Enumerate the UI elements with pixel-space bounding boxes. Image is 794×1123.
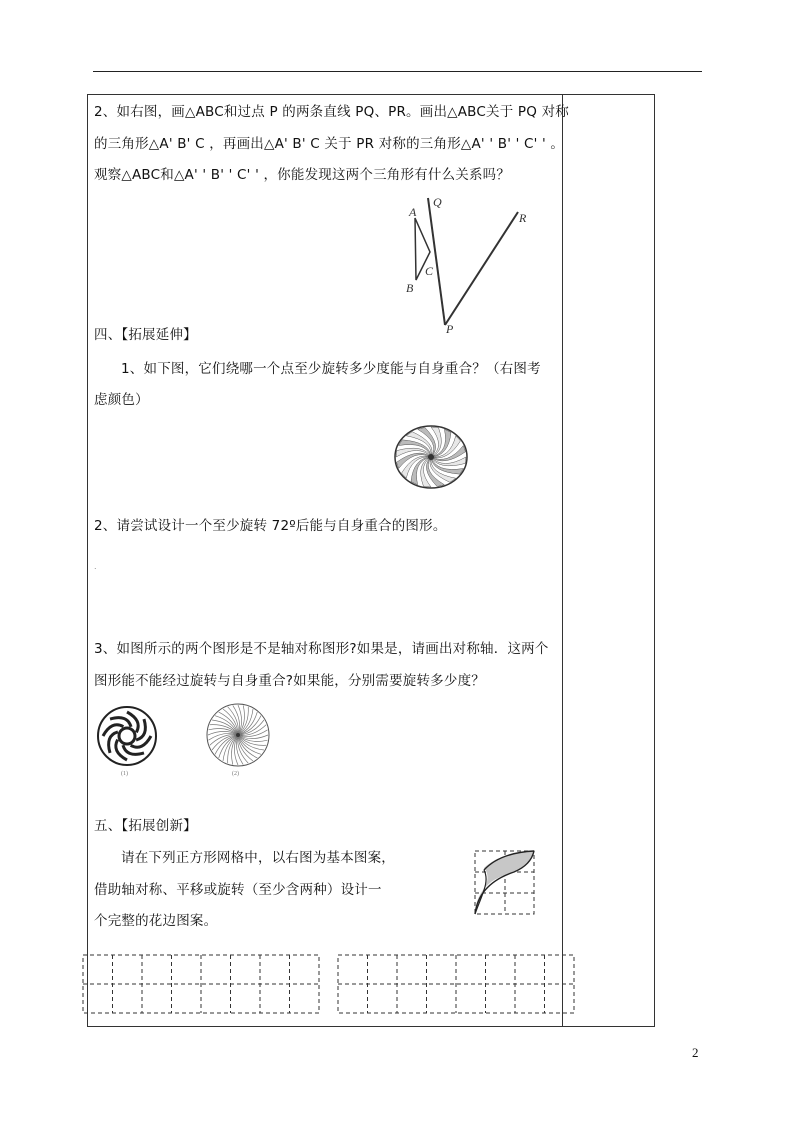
figure-2-caption: (2) — [232, 771, 239, 777]
question-4-3-line-2: 图形能不能经过旋转与自身重合?如果能，分别需要旋转多少度？ — [94, 673, 485, 689]
section-5-heading: 五、【拓展创新】 — [94, 818, 197, 834]
page-number: 2 — [692, 1045, 699, 1060]
drawing-grid-right — [337, 954, 577, 1016]
question-4-1-line-2: 虑颜色） — [94, 392, 149, 408]
header-rule — [93, 71, 702, 72]
label-q: Q — [433, 195, 442, 209]
line-pr — [445, 212, 518, 325]
answer-area-mark: . — [94, 562, 97, 571]
section-5-line-2: 借助轴对称、平移或旋转（至少含两种）设计一 — [94, 882, 382, 898]
label-a: A — [409, 205, 417, 219]
drawing-grid-left — [82, 954, 322, 1016]
question-2-line-1: 2、如右图，画△ABC和过点 P 的两条直线 PQ、PR。画出△ABC关于 PQ 对称 — [94, 104, 569, 120]
question-2-line-2: 的三角形△A' B' C ，再画出△A' B' C 关于 PR 对称的三角形△A' ' B' ' C' ' 。 — [94, 136, 565, 152]
label-r: R — [519, 211, 527, 225]
table-column-divider — [562, 94, 563, 1027]
question-4-2: 2、请尝试设计一个至少旋转 72º后能与自身重合的图形。 — [94, 518, 447, 534]
question-2-line-3: 观察△ABC和△A' ' B' ' C' ' ，你能发现这两个三角形有什么关系吗？ — [94, 167, 511, 183]
label-b: B — [406, 281, 414, 295]
question-4-1-line-1: 1、如下图，它们绕哪一个点至少旋转多少度能与自身重合？（右图考 — [121, 361, 541, 377]
pinwheel-figure — [394, 424, 468, 490]
radial-figure-2 — [205, 703, 271, 777]
section-5-line-1: 请在下列正方形网格中，以右图为基本图案， — [121, 850, 395, 866]
knot-figure-1 — [95, 705, 159, 777]
figure-1-caption: (1) — [121, 771, 128, 777]
label-c: C — [425, 264, 434, 278]
section-5-line-3: 个完整的花边图案。 — [94, 913, 218, 929]
question-4-3-line-1: 3、如图所示的两个图形是不是轴对称图形?如果是，请画出对称轴．这两个 — [94, 641, 549, 657]
basic-pattern-figure — [474, 850, 536, 916]
label-p: P — [446, 322, 454, 336]
section-4-heading: 四、【拓展延伸】 — [94, 327, 197, 343]
line-pq — [428, 198, 445, 325]
triangle-reflection-diagram — [395, 190, 545, 340]
